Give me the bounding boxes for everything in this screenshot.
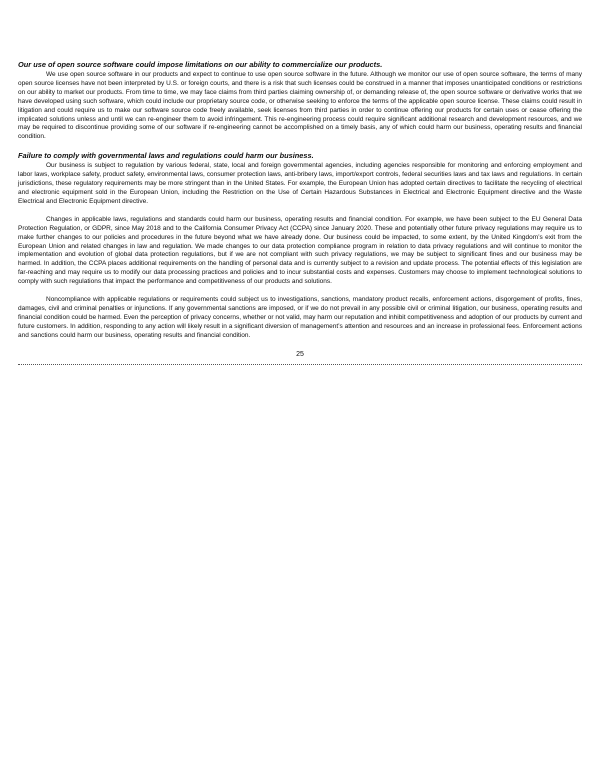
paragraph: Noncompliance with applicable regulations or requirements could subject us to investigations, sanctions, mandatory product recalls, enforcement actions, disgorgement of profits, fines, damages, civil and criminal penalties or injunctions. If any governmental sanctions are imposed, or if we do not prevail in any possible civil or criminal litigation, our business, operating results and financial condition could be harmed. Even the perception of privacy concerns, whether or not valid, may harm our reputation and inhibit competitiveness and adoption of our products by current and future customers. In addition, responding to any action will likely result in a significant diversion of management’s attention and resources and an increase in professional fees. Enforcement actions and sanctions could harm our business, operating results and financial condition. bbox=[18, 296, 582, 339]
paragraph: Our business is subject to regulation by various federal, state, local and foreign governmental agencies, including agencies responsible for monitoring and enforcing employment and labor laws, workplace safety, product safety, environmental laws, consumer protection laws, anti-bribery laws, import/export controls, federal securities laws and tax laws and regulations. In certain jurisdictions, these regulatory requirements may be more stringent than in the United States. For example, the European Union has adopted certain directives to facilitate the recycling of electrical and electronic equipment sold in the European Union, including the Restriction on the Use of Certain Hazardous Substances in Electrical and Electronic Equipment directive and the Waste Electrical and Electronic Equipment directive. bbox=[18, 162, 582, 205]
section-heading: Failure to comply with governmental laws and regulations could harm our business. bbox=[18, 151, 314, 161]
document-page bbox=[18, 60, 582, 373]
page-number: 25 bbox=[296, 350, 304, 358]
section-open-source bbox=[18, 60, 582, 142]
paragraph: Changes in applicable laws, regulations and standards could harm our business, operating results and financial condition. For example, we have been subject to the EU General Data Protection Regulation, or GDPR, since May 2018 and to the California Consumer Privacy Act (CCPA) since January 2020. These and potentially other future privacy regulations may require us to make further changes to our policies and procedures in the future beyond what we have already done. Our business could be impacted, to some extent, by the United Kingdom’s exit from the European Union and related changes in law and regulation. We made changes to our data protection compliance program in relation to data privacy regulations and will continue to monitor the implementation and evolution of global data protection regulations, but if we are not compliant with such privacy regulations, we may be subject to significant fines and our business may be harmed. In addition, the CCPA places additional requirements on the handling of personal data and is currently subject to a revision and update process. The potential effects of this legislation are far-reaching and may require us to modify our data processing practices and policies and to incur substantial costs and expenses. Customers may choose to implement technological solutions to comply with such regulations that impact the performance and competitiveness of our products and solutions. bbox=[18, 215, 582, 286]
paragraph: We use open source software in our products and expect to continue to use open source software in the future. Although we monitor our use of open source software, the terms of many open source licenses have not been interpreted by U.S. or foreign courts, and there is a risk that such licenses could be construed in a manner that imposes unanticipated conditions or restrictions on our ability to market our products. From time to time, we may face claims from third parties claiming ownership of, or demanding release of, the open source software or derivative works that we have developed using such software, which could include our proprietary source code, or otherwise seeking to enforce the terms of the applicable open source license. These claims could result in litigation and could require us to make our software source code freely available, seek licenses from third parties in order to continue offering our products for certain uses or cease offering the implicated solutions unless and until we can re-engineer them to avoid infringement. This re-engineering process could require significant additional research and development resources, and we may be required to discontinue providing some of our software if re-engineering cannot be accomplished on a timely basis, any of which could harm our business, operating results and financial condition. bbox=[18, 71, 582, 141]
page-divider bbox=[18, 364, 582, 365]
section-governmental-laws bbox=[18, 151, 582, 340]
section-heading: Our use of open source software could impose limitations on our ability to commercialize our products. bbox=[18, 60, 383, 69]
